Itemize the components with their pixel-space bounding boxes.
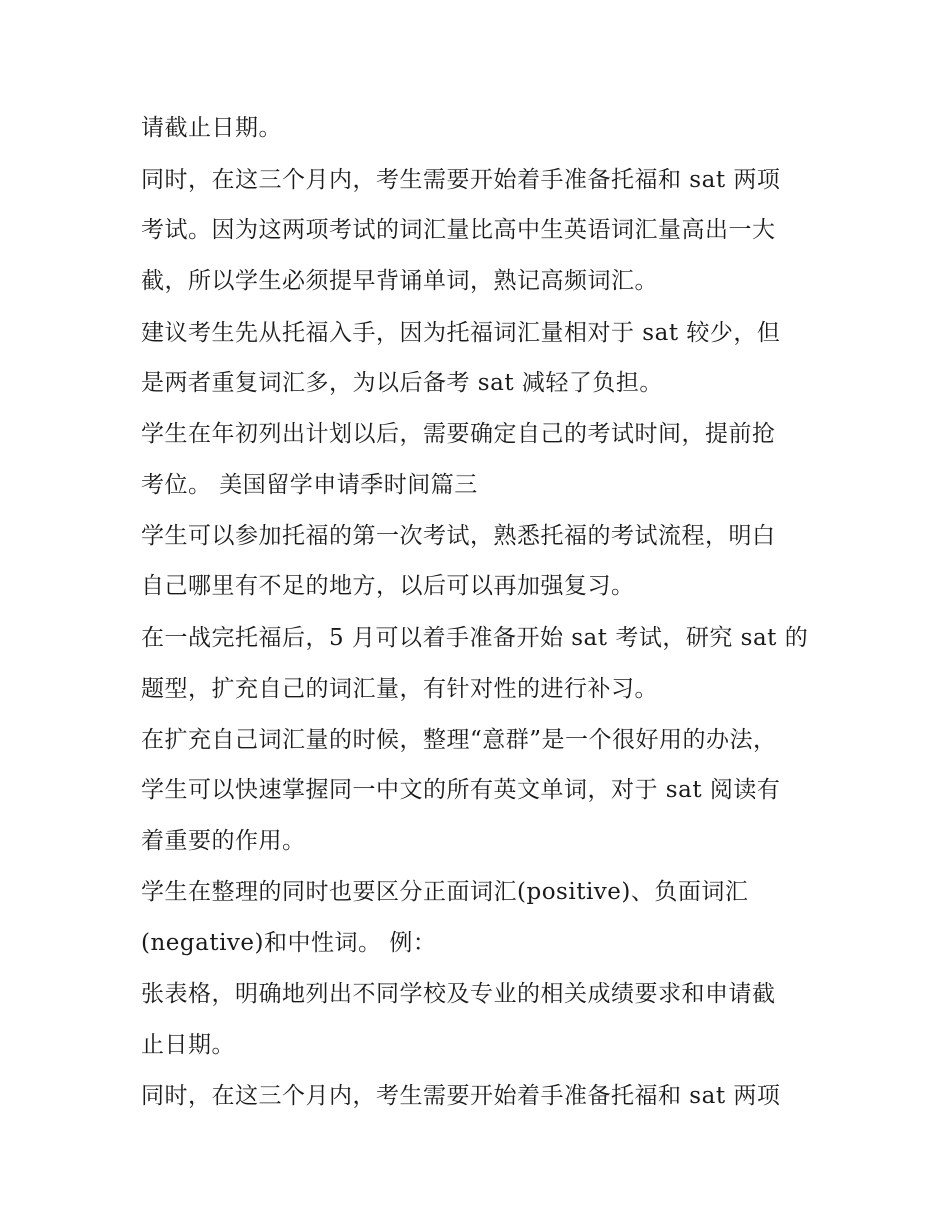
text-line: 考位。 美国留学申请季时间篇三 bbox=[141, 472, 478, 498]
text-line: 学生可以快速掌握同一中文的所有英文单词，对于 sat 阅读有 bbox=[141, 777, 781, 803]
text-line: 学生可以参加托福的第一次考试，熟悉托福的考试流程，明白 bbox=[141, 523, 776, 549]
text-line: 考试。因为这两项考试的词汇量比高中生英语词汇量高出一大 bbox=[141, 217, 776, 243]
text-line: 止日期。 bbox=[141, 1032, 235, 1058]
text-line: 在一战完托福后，5 月可以着手准备开始 sat 考试，研究 sat 的 bbox=[141, 625, 809, 651]
text-line: 截，所以学生必须提早背诵单词，熟记高频词汇。 bbox=[141, 268, 658, 294]
text-line: 学生在整理的同时也要区分正面词汇(positive)、负面词汇 bbox=[141, 879, 749, 905]
text-line: 建议考生先从托福入手，因为托福词汇量相对于 sat 较少，但 bbox=[141, 320, 781, 346]
text-line: 学生在年初列出计划以后，需要确定自己的考试时间，提前抢 bbox=[141, 421, 776, 447]
text-line: 是两者重复词汇多，为以后备考 sat 减轻了负担。 bbox=[141, 370, 663, 396]
text-line: 请截止日期。 bbox=[141, 115, 282, 141]
text-line: 同时，在这三个月内，考生需要开始着手准备托福和 sat 两项 bbox=[141, 167, 781, 193]
text-line: 自己哪里有不足的地方，以后可以再加强复习。 bbox=[141, 573, 635, 599]
text-line: (negative)和中性词。 例： bbox=[141, 930, 437, 956]
text-line: 着重要的作用。 bbox=[141, 828, 306, 854]
text-line: 同时，在这三个月内，考生需要开始着手准备托福和 sat 两项 bbox=[141, 1083, 781, 1109]
text-line: 在扩充自己词汇量的时候，整理“意群”是一个很好用的办法， bbox=[141, 727, 777, 753]
text-line: 张表格，明确地列出不同学校及专业的相关成绩要求和申请截 bbox=[141, 981, 776, 1007]
text-line: 题型，扩充自己的词汇量，有针对性的进行补习。 bbox=[141, 676, 658, 702]
